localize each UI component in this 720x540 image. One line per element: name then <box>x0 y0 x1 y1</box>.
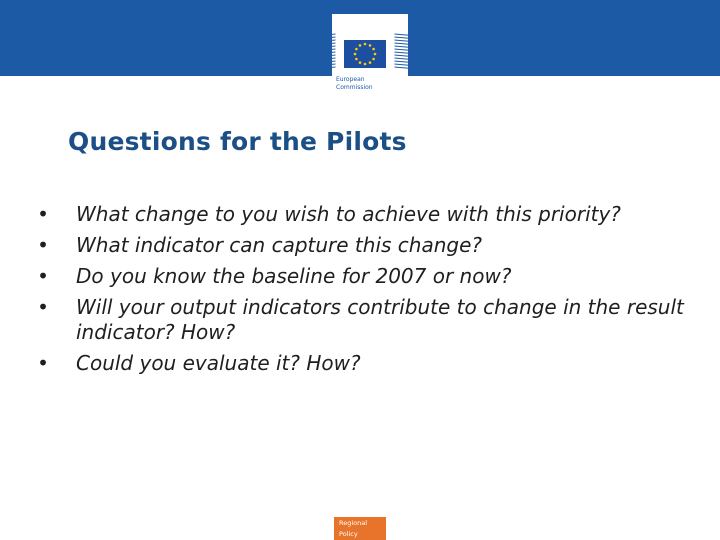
logo-text-line1: European <box>336 76 365 83</box>
european-commission-logo <box>310 14 420 100</box>
bullet-text: Do you know the baseline for 2007 or now? <box>76 264 512 288</box>
logo-caption <box>336 76 404 92</box>
list-item <box>36 264 696 289</box>
slide-title: Questions for the Pilots <box>68 127 407 156</box>
bullet-marker: • <box>37 202 49 226</box>
list-item <box>36 295 696 345</box>
bullet-marker: • <box>37 351 49 375</box>
regional-policy-badge <box>334 517 386 540</box>
bullet-list <box>36 202 696 382</box>
european-commission-logo-icon <box>310 14 420 76</box>
bullet-text: Could you evaluate it? How? <box>76 351 361 375</box>
bullet-text: Will your output indicators contribute to change in the result indicator? How? <box>76 295 684 344</box>
bullet-marker: • <box>37 233 49 257</box>
badge-text-line2: Policy <box>339 530 358 538</box>
bullet-text: What change to you wish to achieve with this priority? <box>76 202 621 226</box>
bullet-text: What indicator can capture this change? <box>76 233 483 257</box>
list-item <box>36 233 696 258</box>
list-item <box>36 202 696 227</box>
bullet-marker: • <box>37 295 49 319</box>
bullet-marker: • <box>37 264 49 288</box>
badge-text-line1: Regional <box>339 519 368 527</box>
list-item <box>36 351 696 376</box>
logo-text-line2: Commission <box>336 84 373 91</box>
